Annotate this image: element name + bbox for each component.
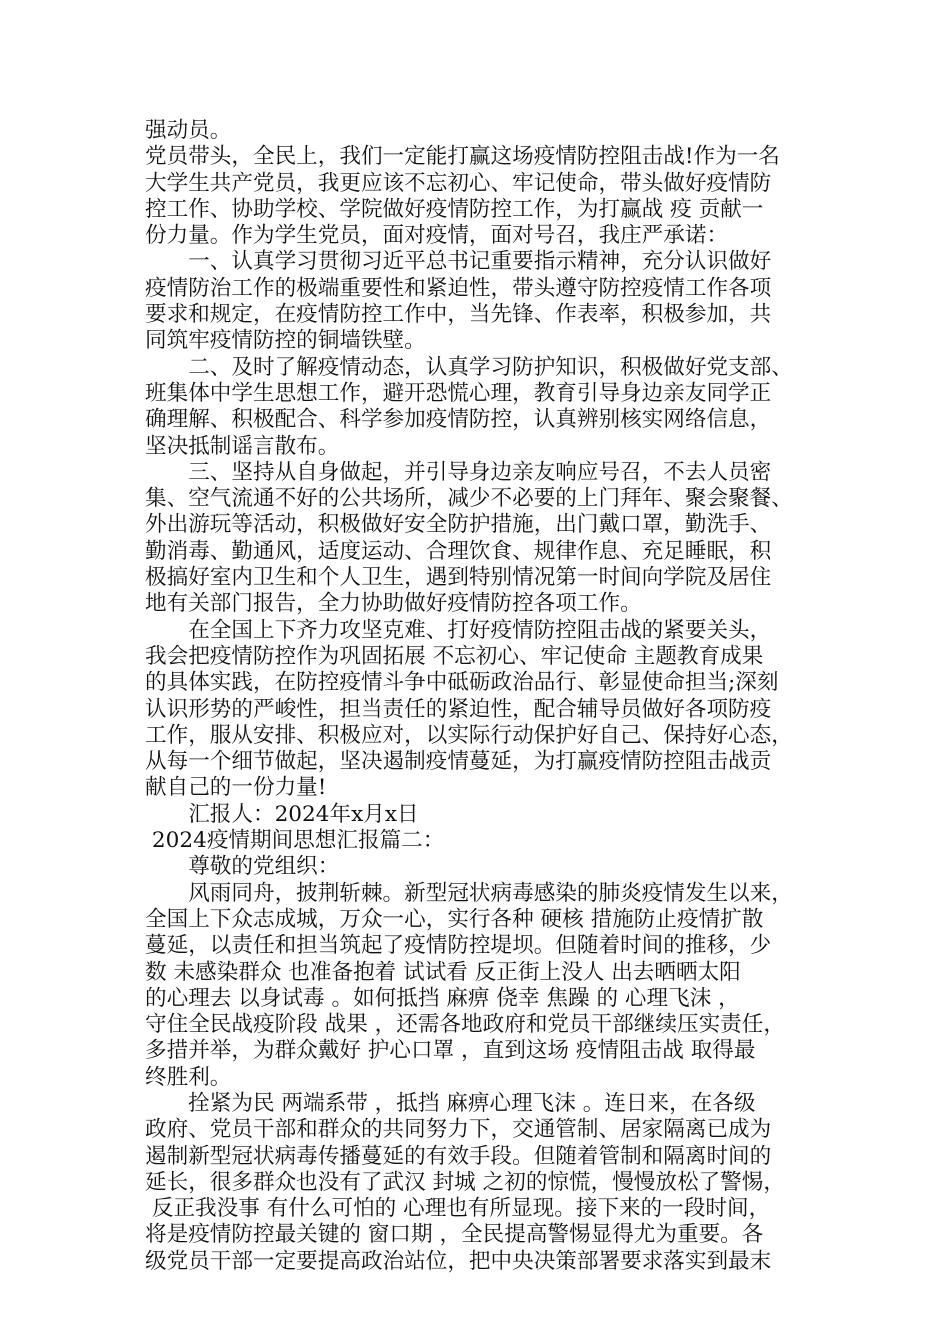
text-line: 的心理去 以身试毒 。如何抵挡 麻痹 侥幸 焦躁 的 心理飞沫 ， [145,985,740,1011]
text-line: 全国上下众志成城，万众一心，实行各种 硬核 措施防止疫情扩散 [145,906,764,932]
text-line: 份力量。作为学生党员，面对疫情，面对号召，我庄严承诺： [145,223,729,249]
text-line: 数 未感染群众 也准备抱着 试试看 反正街上没人 出去晒晒太阳 [145,959,741,985]
text-line: 反正我没事 有什么可怕的 心理也有所显现。接下来的一段时间， [145,1196,771,1222]
text-line: 集、空气流通不好的公共场所，减少不必要的上门拜年、聚会聚餐、 [145,486,793,512]
text-line: 终胜利。 [145,1064,232,1090]
text-line: 勤消毒、勤通风，适度运动、合理饮食、规律作息、充足睡眠，积 [145,538,772,564]
text-line: 献自己的一份力量! [145,775,327,801]
text-line: 党员带头，全民上，我们一定能打赢这场疫情防控阻击战!作为一名 [145,144,780,170]
text-line: 班集体中学生思想工作，避开恐慌心理，教育引导身边亲友同学正 [145,380,772,406]
text-line: 坚决抵制谣言散布。 [145,433,340,459]
text-line: 极搞好室内卫生和个人卫生，遇到特别情况第一时间向学院及居住 [145,565,772,591]
text-line: 我会把疫情防控作为巩固拓展 不忘初心、牢记使命 主题教育成果 [145,643,764,669]
text-line: 守住全民战疫阶段 战果 ，还需各地政府和党员干部继续压实责任， [145,1012,785,1038]
text-line: 汇报人：2024年x月x日 [145,801,419,827]
text-line: 尊敬的党组织： [145,854,340,880]
text-line: 一、认真学习贯彻习近平总书记重要指示精神，充分认识做好 [145,249,772,275]
text-line: 2024疫情期间思想汇报篇二： [145,828,445,854]
text-line: 工作，服从安排、积极应对，以实际行动保护好自己、保持好心态， [145,722,793,748]
text-line: 的具体实践，在防控疫情斗争中砥砺政治品行、彰显使命担当;深刻 [145,670,779,696]
text-line: 疫情防治工作的极端重要性和紧迫性，带头遵守防控疫情工作各项 [145,275,772,301]
text-line: 蔓延，以责任和担当筑起了疫情防控堤坝。但随着时间的推移，少 [145,933,772,959]
text-line: 政府、党员干部和群众的共同努力下，交通管制、居家隔离已成为 [145,1117,772,1143]
document-body [145,118,810,1275]
text-line: 大学生共产党员，我更应该不忘初心、牢记使命，带头做好疫情防 [145,170,772,196]
text-line: 地有关部门报告，全力协助做好疫情防控各项工作。 [145,591,642,617]
text-line: 将是疫情防控最关键的 窗口期 ，全民提高警惕显得尤为重要。各 [145,1222,764,1248]
text-line: 同筑牢疫情防控的铜墙铁壁。 [145,328,426,354]
text-line: 认识形势的严峻性，担当责任的紧迫性，配合辅导员做好各项防疫 [145,696,772,722]
text-line: 确理解、积极配合、科学参加疫情防控，认真辨别核实网络信息， [145,407,772,433]
text-line: 拴紧为民 两端系带 ，抵挡 麻痹心理飞沫 。连日来，在各级 [145,1090,756,1116]
text-line: 从每一个细节做起，坚决遏制疫情蔓延，为打赢疫情防控阻击战贡 [145,749,772,775]
text-line: 三、坚持从自身做起，并引导身边亲友响应号召，不去人员密 [145,459,772,485]
text-line: 级党员干部一定要提高政治站位，把中央决策部署要求落实到最末 [145,1248,772,1274]
text-line: 控工作、协助学校、学院做好疫情防控工作，为打赢战 疫 贡献一 [145,196,764,222]
text-line: 多措并举，为群众戴好 护心口罩 ，直到这场 疫情阻击战 取得最 [145,1038,756,1064]
text-line: 延长，很多群众也没有了武汉 封城 之初的惊慌，慢慢放松了警惕， [145,1169,785,1195]
text-line: 要求和规定，在疫情防控工作中，当先锋、作表率，积极参加，共 [145,302,772,328]
text-line: 二、及时了解疫情动态，认真学习防护知识，积极做好党支部、 [145,354,793,380]
text-line: 在全国上下齐力攻坚克难、打好疫情防控阻击战的紧要关头， [145,617,772,643]
text-line: 风雨同舟，披荆斩棘。新型冠状病毒感染的肺炎疫情发生以来， [145,880,793,906]
text-line: 强动员。 [145,118,232,143]
text-line: 外出游玩等活动，积极做好安全防护措施，出门戴口罩，勤洗手、 [145,512,772,538]
text-line: 遏制新型冠状病毒传播蔓延的有效手段。但随着管制和隔离时间的 [145,1143,772,1169]
